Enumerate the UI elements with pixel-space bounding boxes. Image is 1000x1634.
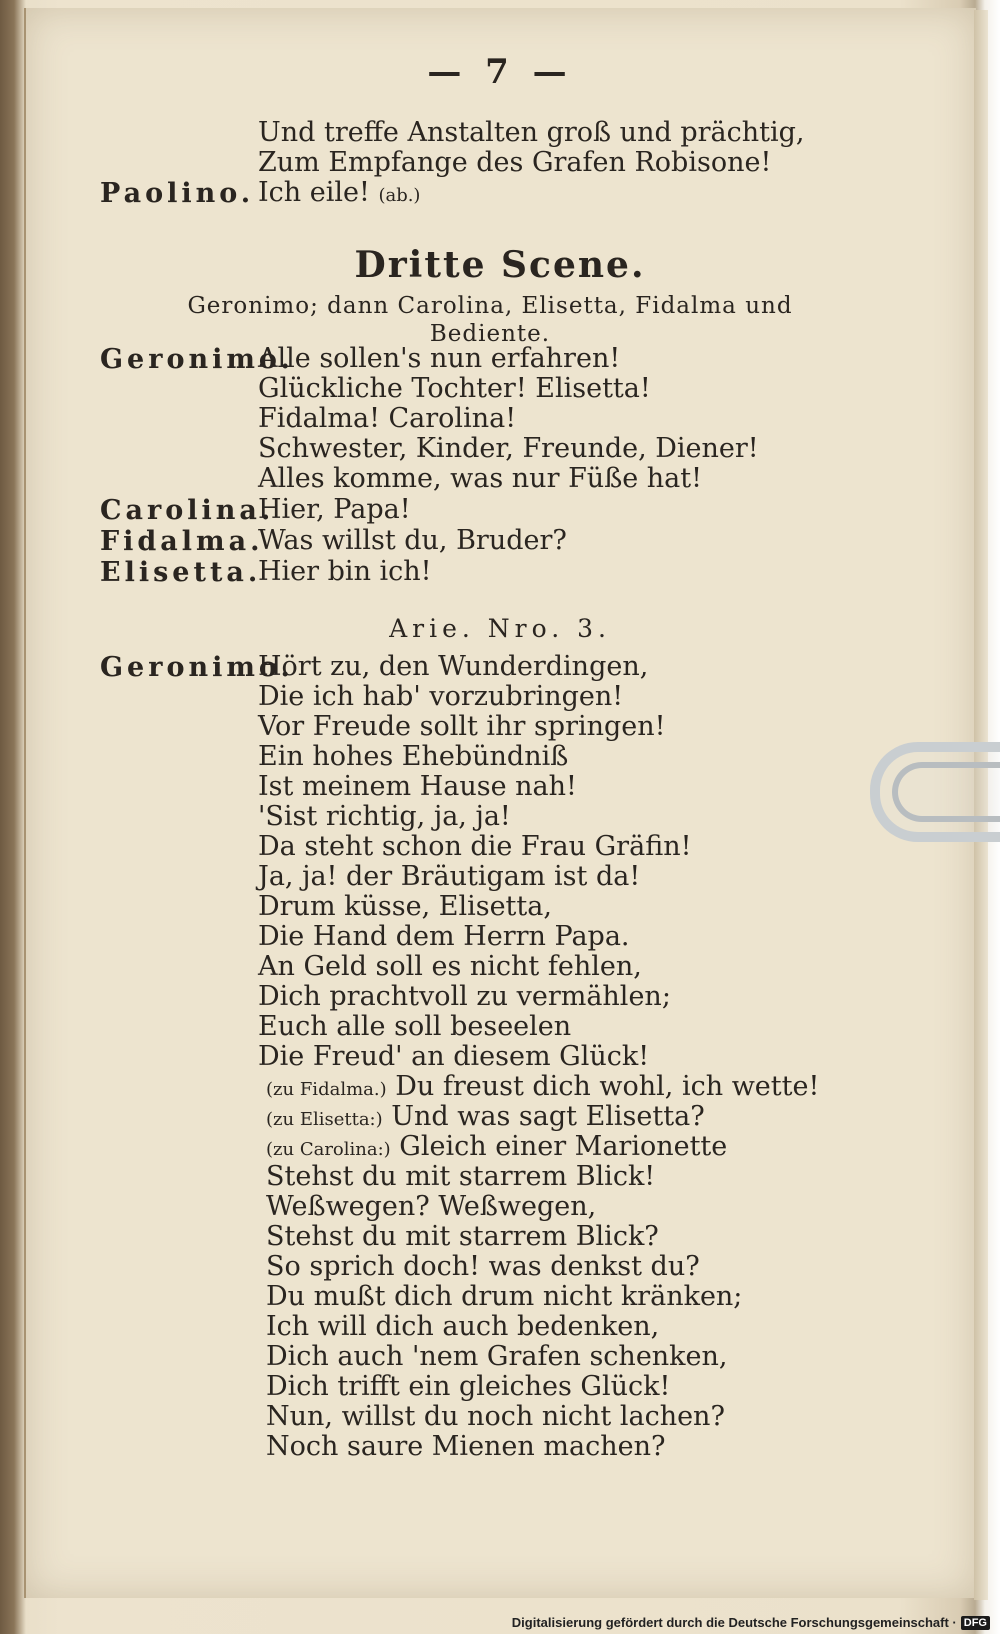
scene-title: Dritte Scene. bbox=[354, 244, 646, 286]
verse-line bbox=[258, 178, 420, 211]
verse-line: Du mußt dich drum nicht kränken; bbox=[266, 1281, 743, 1312]
verse-line: Vor Freude sollt ihr springen! bbox=[258, 711, 666, 742]
speaker-geronimo: Geronimo. bbox=[100, 344, 294, 375]
verse-line: Stehst du mit starrem Blick? bbox=[266, 1221, 659, 1252]
verse-line: Nun, willst du noch nicht lachen? bbox=[266, 1401, 725, 1432]
directed-line-text: Du freust dich wohl, ich wette! bbox=[395, 1071, 820, 1102]
verse-line: Noch saure Mienen machen? bbox=[266, 1431, 666, 1462]
verse-line: Alles komme, was nur Füße hat! bbox=[258, 463, 702, 494]
directed-line-text: Und was sagt Elisetta? bbox=[391, 1101, 705, 1132]
verse-line: Alle sollen's nun erfahren! bbox=[258, 343, 621, 374]
verse-line: Ja, ja! der Bräutigam ist da! bbox=[258, 861, 641, 892]
verse-line: Hier, Papa! bbox=[258, 494, 411, 525]
verse-line: 'Sist richtig, ja, ja! bbox=[258, 801, 511, 832]
stage-direction: (ab.) bbox=[378, 185, 421, 206]
verse-line: Da steht schon die Frau Gräfin! bbox=[258, 831, 692, 862]
verse-line: Zum Empfange des Grafen Robisone! bbox=[258, 147, 772, 178]
verse-line: Dich prachtvoll zu vermählen; bbox=[258, 981, 671, 1012]
verse-line: Stehst du mit starrem Blick! bbox=[266, 1161, 656, 1192]
verse-line: An Geld soll es nicht fehlen, bbox=[258, 951, 642, 982]
verse-line: Ist meinem Hause nah! bbox=[258, 771, 577, 802]
speaker-fidalma: Fidalma. bbox=[100, 526, 264, 557]
speaker-geronimo: Geronimo. bbox=[100, 652, 294, 683]
scene-characters: Geronimo; dann Carolina, Elisetta, Fidalma und Bediente. bbox=[187, 293, 793, 347]
stage-direction: (zu Fidalma.) bbox=[266, 1079, 387, 1100]
verse-line: Dich trifft ein gleiches Glück! bbox=[266, 1371, 671, 1402]
speaker-paolino: Paolino. bbox=[100, 178, 255, 209]
verse-line: Hier bin ich! bbox=[258, 556, 432, 587]
verse-line: Dich auch 'nem Grafen schenken, bbox=[266, 1341, 728, 1372]
speaker-elisetta: Elisetta. bbox=[100, 557, 262, 588]
verse-line: So sprich doch! was denkst du? bbox=[266, 1251, 700, 1282]
digitization-footer bbox=[512, 1615, 990, 1630]
verse-line: Drum küsse, Elisetta, bbox=[258, 891, 552, 922]
verse-line: Weßwegen? Weßwegen, bbox=[266, 1191, 597, 1222]
verse-line: Die ich hab' vorzubringen! bbox=[258, 681, 624, 712]
directed-line-text: Gleich einer Marionette bbox=[399, 1131, 728, 1162]
verse-line: Glückliche Tochter! Elisetta! bbox=[258, 373, 651, 404]
verse-line: Fidalma! Carolina! bbox=[258, 403, 517, 434]
verse-line: Hört zu, den Wunderdingen, bbox=[258, 651, 649, 682]
paper-clip-inner bbox=[892, 762, 1000, 822]
stage-direction: (zu Carolina:) bbox=[266, 1139, 391, 1160]
dfg-logo: DFG bbox=[961, 1616, 990, 1630]
verse-line: Ein hohes Ehebündniß bbox=[258, 741, 569, 772]
paolino-line: Ich eile! bbox=[258, 177, 370, 208]
verse-line: Was willst du, Bruder? bbox=[258, 525, 567, 556]
page-number: — 7 — bbox=[427, 52, 573, 92]
verse-line: Euch alle soll beseelen bbox=[258, 1011, 572, 1042]
footer-text: Digitalisierung gefördert durch die Deutsche Forschungsgemeinschaft · bbox=[511, 1615, 957, 1630]
speaker-carolina: Carolina. bbox=[100, 495, 275, 526]
verse-line: Und treffe Anstalten groß und prächtig, bbox=[258, 117, 805, 148]
verse-line: Die Hand dem Herrn Papa. bbox=[258, 921, 630, 952]
verse-line: Schwester, Kinder, Freunde, Diener! bbox=[258, 433, 759, 464]
aria-title: Arie. Nro. 3. bbox=[389, 614, 611, 643]
verse-line: Die Freud' an diesem Glück! bbox=[258, 1041, 650, 1072]
stage-direction: (zu Elisetta:) bbox=[266, 1109, 383, 1130]
verse-line: Ich will dich auch bedenken, bbox=[266, 1311, 660, 1342]
